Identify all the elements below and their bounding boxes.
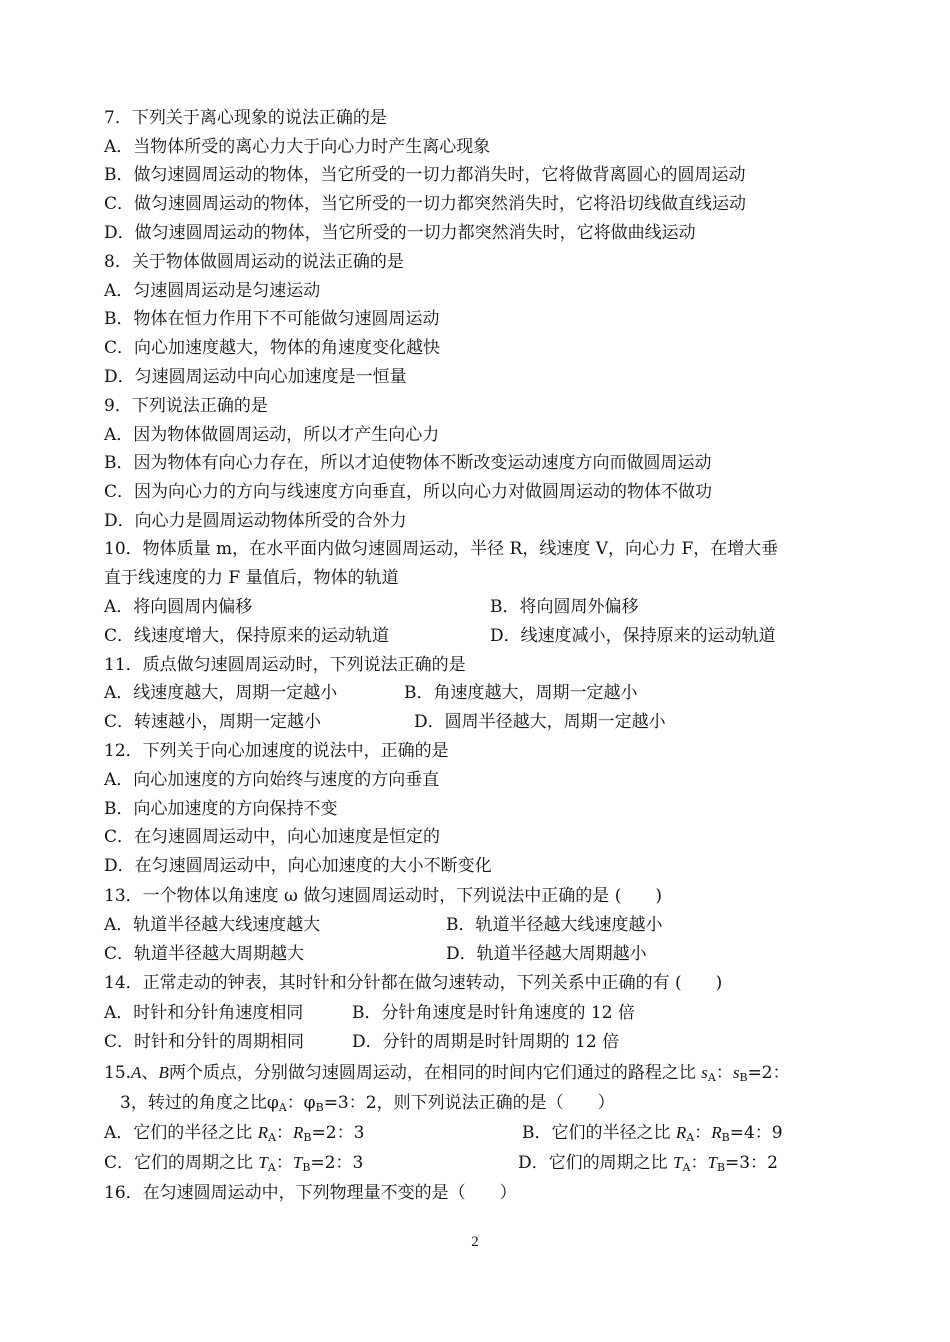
question-8-option-b: B．物体在恒力作用下不可能做匀速圆周运动 [104,309,440,329]
question-15-option-a: A．它们的半径之比 $R_A$：$R_B=2$：3 [104,1123,365,1144]
question-14-option-d: D．分针的周期是时针周期的 12 倍 [352,1032,620,1052]
question-12-option-d: D．在匀速圆周运动中，向心加速度的大小不断变化 [104,856,492,876]
question-13-option-d: D．轨道半径越大周期越小 [446,944,647,964]
question-15-stem-line2: 3，转过的角度之比$\varphi_A$：$\varphi_B=3$：2，则下列说法正确的是（ ） [120,1093,615,1114]
question-7-option-a: A．当物体所受的离心力大于向心力时产生离心现象 [104,137,491,157]
question-14-option-c: C．时针和分针的周期相同 [104,1032,305,1052]
question-7-option-d: D．做匀速圆周运动的物体，当它所受的一切力都突然消失时，它将做曲线运动 [104,223,696,243]
question-8-stem: 8．关于物体做圆周运动的说法正确的是 [104,252,404,272]
question-9-option-a: A．因为物体做圆周运动，所以才产生向心力 [104,425,440,445]
question-12-option-b: B．向心加速度的方向保持不变 [104,799,338,819]
question-11-option-a: A．线速度越大，周期一定越小 [104,683,338,703]
question-10-stem-line1: 10．物体质量 m，在水平面内做匀速圆周运动，半径 R，线速度 V，向心力 F，在增大垂 [104,539,779,559]
question-14-stem: 14．正常走动的钟表，其时针和分针都在做匀速转动，下列关系中正确的有 ( ) [104,973,723,993]
question-9-option-c: C．因为向心力的方向与线速度方向垂直，所以向心力对做圆周运动的物体不做功 [104,482,713,502]
question-10-option-a: A．将向圆周内偏移 [104,597,253,617]
question-10-option-d: D．线速度减小，保持原来的运动轨道 [490,626,776,646]
question-8-option-a: A．匀速圆周运动是匀速运动 [104,281,321,301]
question-9-option-b: B．因为物体有向心力存在，所以才迫使物体不断改变运动速度方向而做圆周运动 [104,453,712,473]
question-8-option-c: C．向心加速度越大，物体的角速度变化越快 [104,338,441,358]
question-12-option-a: A．向心加速度的方向始终与速度的方向垂直 [104,770,440,790]
question-10-stem-line2: 直于线速度的力 F 量值后，物体的轨道 [104,568,399,588]
question-15-stem-line1: 15.A、B两个质点，分别做匀速圆周运动，在相同的时间内它们通过的路程之比 $s_A$：$s_B=2$： [104,1063,790,1084]
question-7-stem: 7．下列关于离心现象的说法正确的是 [104,108,387,128]
question-15-option-b: B．它们的半径之比 $R_A$：$R_B=4$：9 [522,1123,783,1144]
question-11-stem: 11．质点做匀速圆周运动时，下列说法正确的是 [104,655,466,675]
question-11-option-c: C．转速越小，周期一定越小 [104,712,322,732]
question-7-option-c: C．做匀速圆周运动的物体，当它所受的一切力都突然消失时，它将沿切线做直线运动 [104,194,747,214]
question-10-option-c: C．线速度增大，保持原来的运动轨道 [104,626,390,646]
question-7-option-b: B．做匀速圆周运动的物体，当它所受的一切力都消失时，它将做背离圆心的圆周运动 [104,165,746,185]
question-15-option-d: D．它们的周期之比 $T_A$：$T_B=3$：2 [518,1153,778,1174]
question-9-option-d: D．向心力是圆周运动物体所受的合外力 [104,511,407,531]
question-13-option-c: C．轨道半径越大周期越大 [104,944,305,964]
page-number: 2 [471,1234,479,1250]
question-14-option-b: B．分针角速度是时针角速度的 12 倍 [352,1003,635,1023]
question-16-stem: 16．在匀速圆周运动中，下列物理量不变的是（ ） [104,1183,517,1203]
question-10-option-b: B．将向圆周外偏移 [490,597,639,617]
question-11-option-b: B．角速度越大，周期一定越小 [404,683,638,703]
question-13-option-a: A．轨道半径越大线速度越大 [104,915,321,935]
question-8-option-d: D．匀速圆周运动中向心加速度是一恒量 [104,367,407,387]
question-12-option-c: C．在匀速圆周运动中，向心加速度是恒定的 [104,827,441,847]
question-9-stem: 9．下列说法正确的是 [104,396,268,416]
question-12-stem: 12．下列关于向心加速度的说法中，正确的是 [104,741,449,761]
question-11-option-d: D．圆周半径越大，周期一定越小 [414,712,666,732]
question-13-stem: 13．一个物体以角速度 ω 做匀速圆周运动时，下列说法中正确的是 ( ) [104,886,662,906]
question-14-option-a: A．时针和分针角速度相同 [104,1003,304,1023]
question-15-option-c: C．它们的周期之比 $T_A$：$T_B=2$：3 [104,1153,364,1174]
question-13-option-b: B．轨道半径越大线速度越小 [446,915,663,935]
